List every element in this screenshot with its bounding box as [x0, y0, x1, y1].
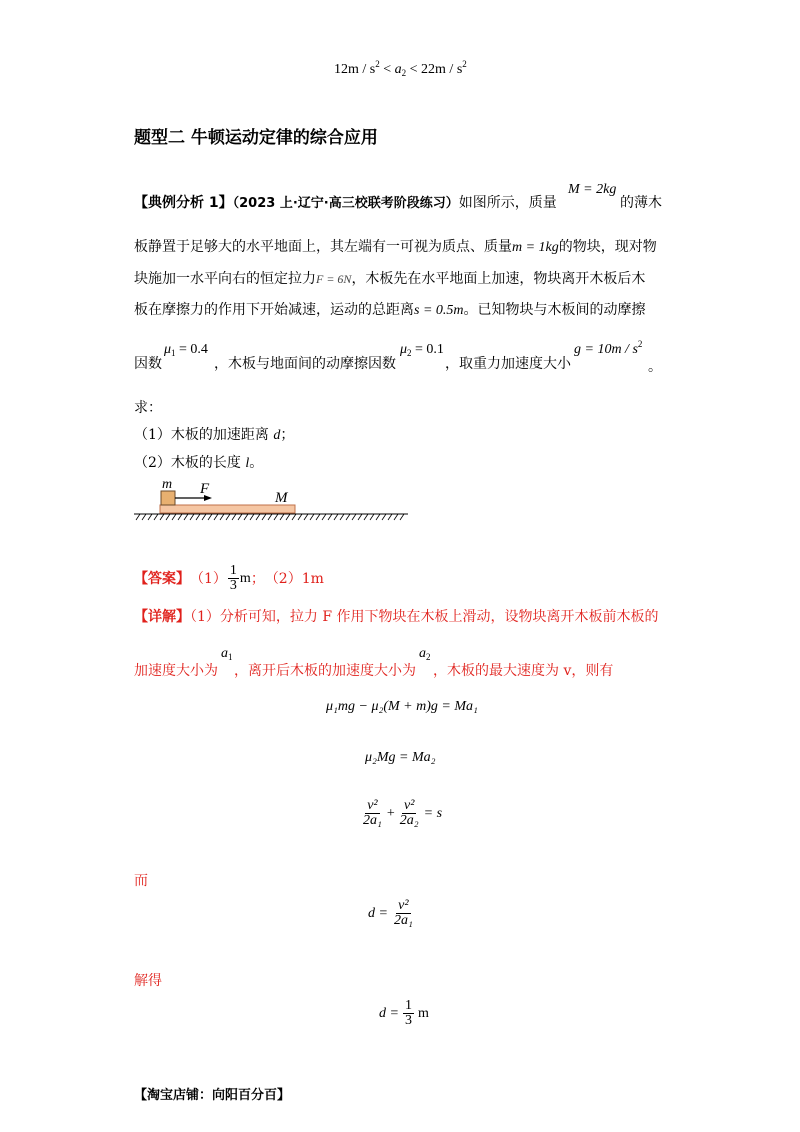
block-board-figure — [130, 478, 412, 524]
a2-symbol: $a_2$ — [419, 646, 431, 662]
solution-tag: 【详解】 — [134, 609, 190, 625]
problem-line-3: 块施加一水平向右的恒定拉力F = 6N，木板先在水平地面上加速，物块离开木板后木 — [134, 271, 646, 287]
figure-label-m: m — [162, 478, 173, 492]
word-jiede: 解得 — [134, 973, 162, 989]
example-tag: 【典例分析 1】 — [134, 195, 233, 211]
equation-4: d = $\frac{\text{v²}}{\text{2a₁}}$ — [368, 898, 413, 928]
distance-formula: s = 0.5m — [414, 303, 464, 318]
problem-line-2: 板静置于足够大的水平地面上，其左端有一可视为质点、质量m = 1kg的物块，现对物 — [134, 239, 657, 255]
gravity-formula: $g = 10m / s^2$ — [574, 339, 643, 357]
answer-tag: 【答案】 — [134, 570, 190, 587]
problem-line-5-tail: ，取重力加速度大小 — [445, 356, 571, 372]
mass-M-formula: M = 2kg — [568, 182, 617, 197]
question-1: （1）木板的加速距离 d； — [134, 427, 295, 443]
ground-hatch — [136, 514, 404, 520]
question-2: （2）木板的长度 l。 — [134, 455, 264, 471]
section-title: 题型二 牛顿运动定律的综合应用 — [134, 128, 378, 148]
problem-line-5-mid: ，木板与地面间的动摩擦因数 — [214, 356, 396, 372]
top-inequality: $12m / s^2 < a_2 < 22m / s^2$ — [334, 59, 467, 78]
solution-line-1: 【详解】（1）分析可知，拉力 F 作用下物块在木板上滑动，设物块离开木板前木板的 — [134, 609, 659, 625]
block-rect — [161, 491, 175, 505]
ask-label: 求： — [134, 400, 162, 416]
equation-5: d = $\frac{1}{3}$ m — [379, 998, 429, 1028]
problem-line-1-end: 的薄木 — [620, 195, 662, 211]
mass-m-formula: m = 1kg — [512, 240, 559, 255]
problem-line-1: 【典例分析 1】（2023 上·辽宁·高三校联考阶段练习）如图所示，质量 — [134, 195, 557, 211]
board-rect — [160, 505, 295, 513]
figure-label-M: M — [275, 490, 288, 506]
answer-line: 【答案】 （1） $\frac{1}{3}$ m ； （2）1m — [134, 563, 324, 593]
equation-1: μ₁mg − μ₂(M + m)g = Ma₁ — [326, 699, 478, 714]
mu1-formula: $\mu_1 = 0.4$ — [164, 342, 208, 358]
problem-line-5: 因数 — [134, 356, 162, 372]
problem-source: （2023 上·辽宁·高三校联考阶段练习） — [232, 196, 459, 211]
force-formula: F = 6N — [316, 272, 352, 286]
mu2-formula: $\mu_2 = 0.1$ — [400, 342, 444, 358]
word-er: 而 — [134, 873, 148, 889]
problem-line-4: 板在摩擦力的作用下开始减速，运动的总距离s = 0.5m。已知物块与木板间的动摩擦 — [134, 302, 646, 318]
solution-line-2: 加速度大小为 — [134, 663, 218, 679]
answer-fraction: $\frac{1}{3}$ — [229, 563, 237, 593]
footer-shop: 【淘宝店铺：向阳百分百】 — [134, 1088, 291, 1103]
a1-symbol: $a_1$ — [221, 646, 233, 662]
equation-3: $\frac{\text{v²}}{\text{2a₁}}$ + $\frac{\text{v²}}{\text{2a₂}}$ = s — [363, 798, 443, 828]
figure-label-F: F — [200, 481, 210, 497]
equation-2: μ₂Mg = Ma₂ — [365, 750, 436, 765]
